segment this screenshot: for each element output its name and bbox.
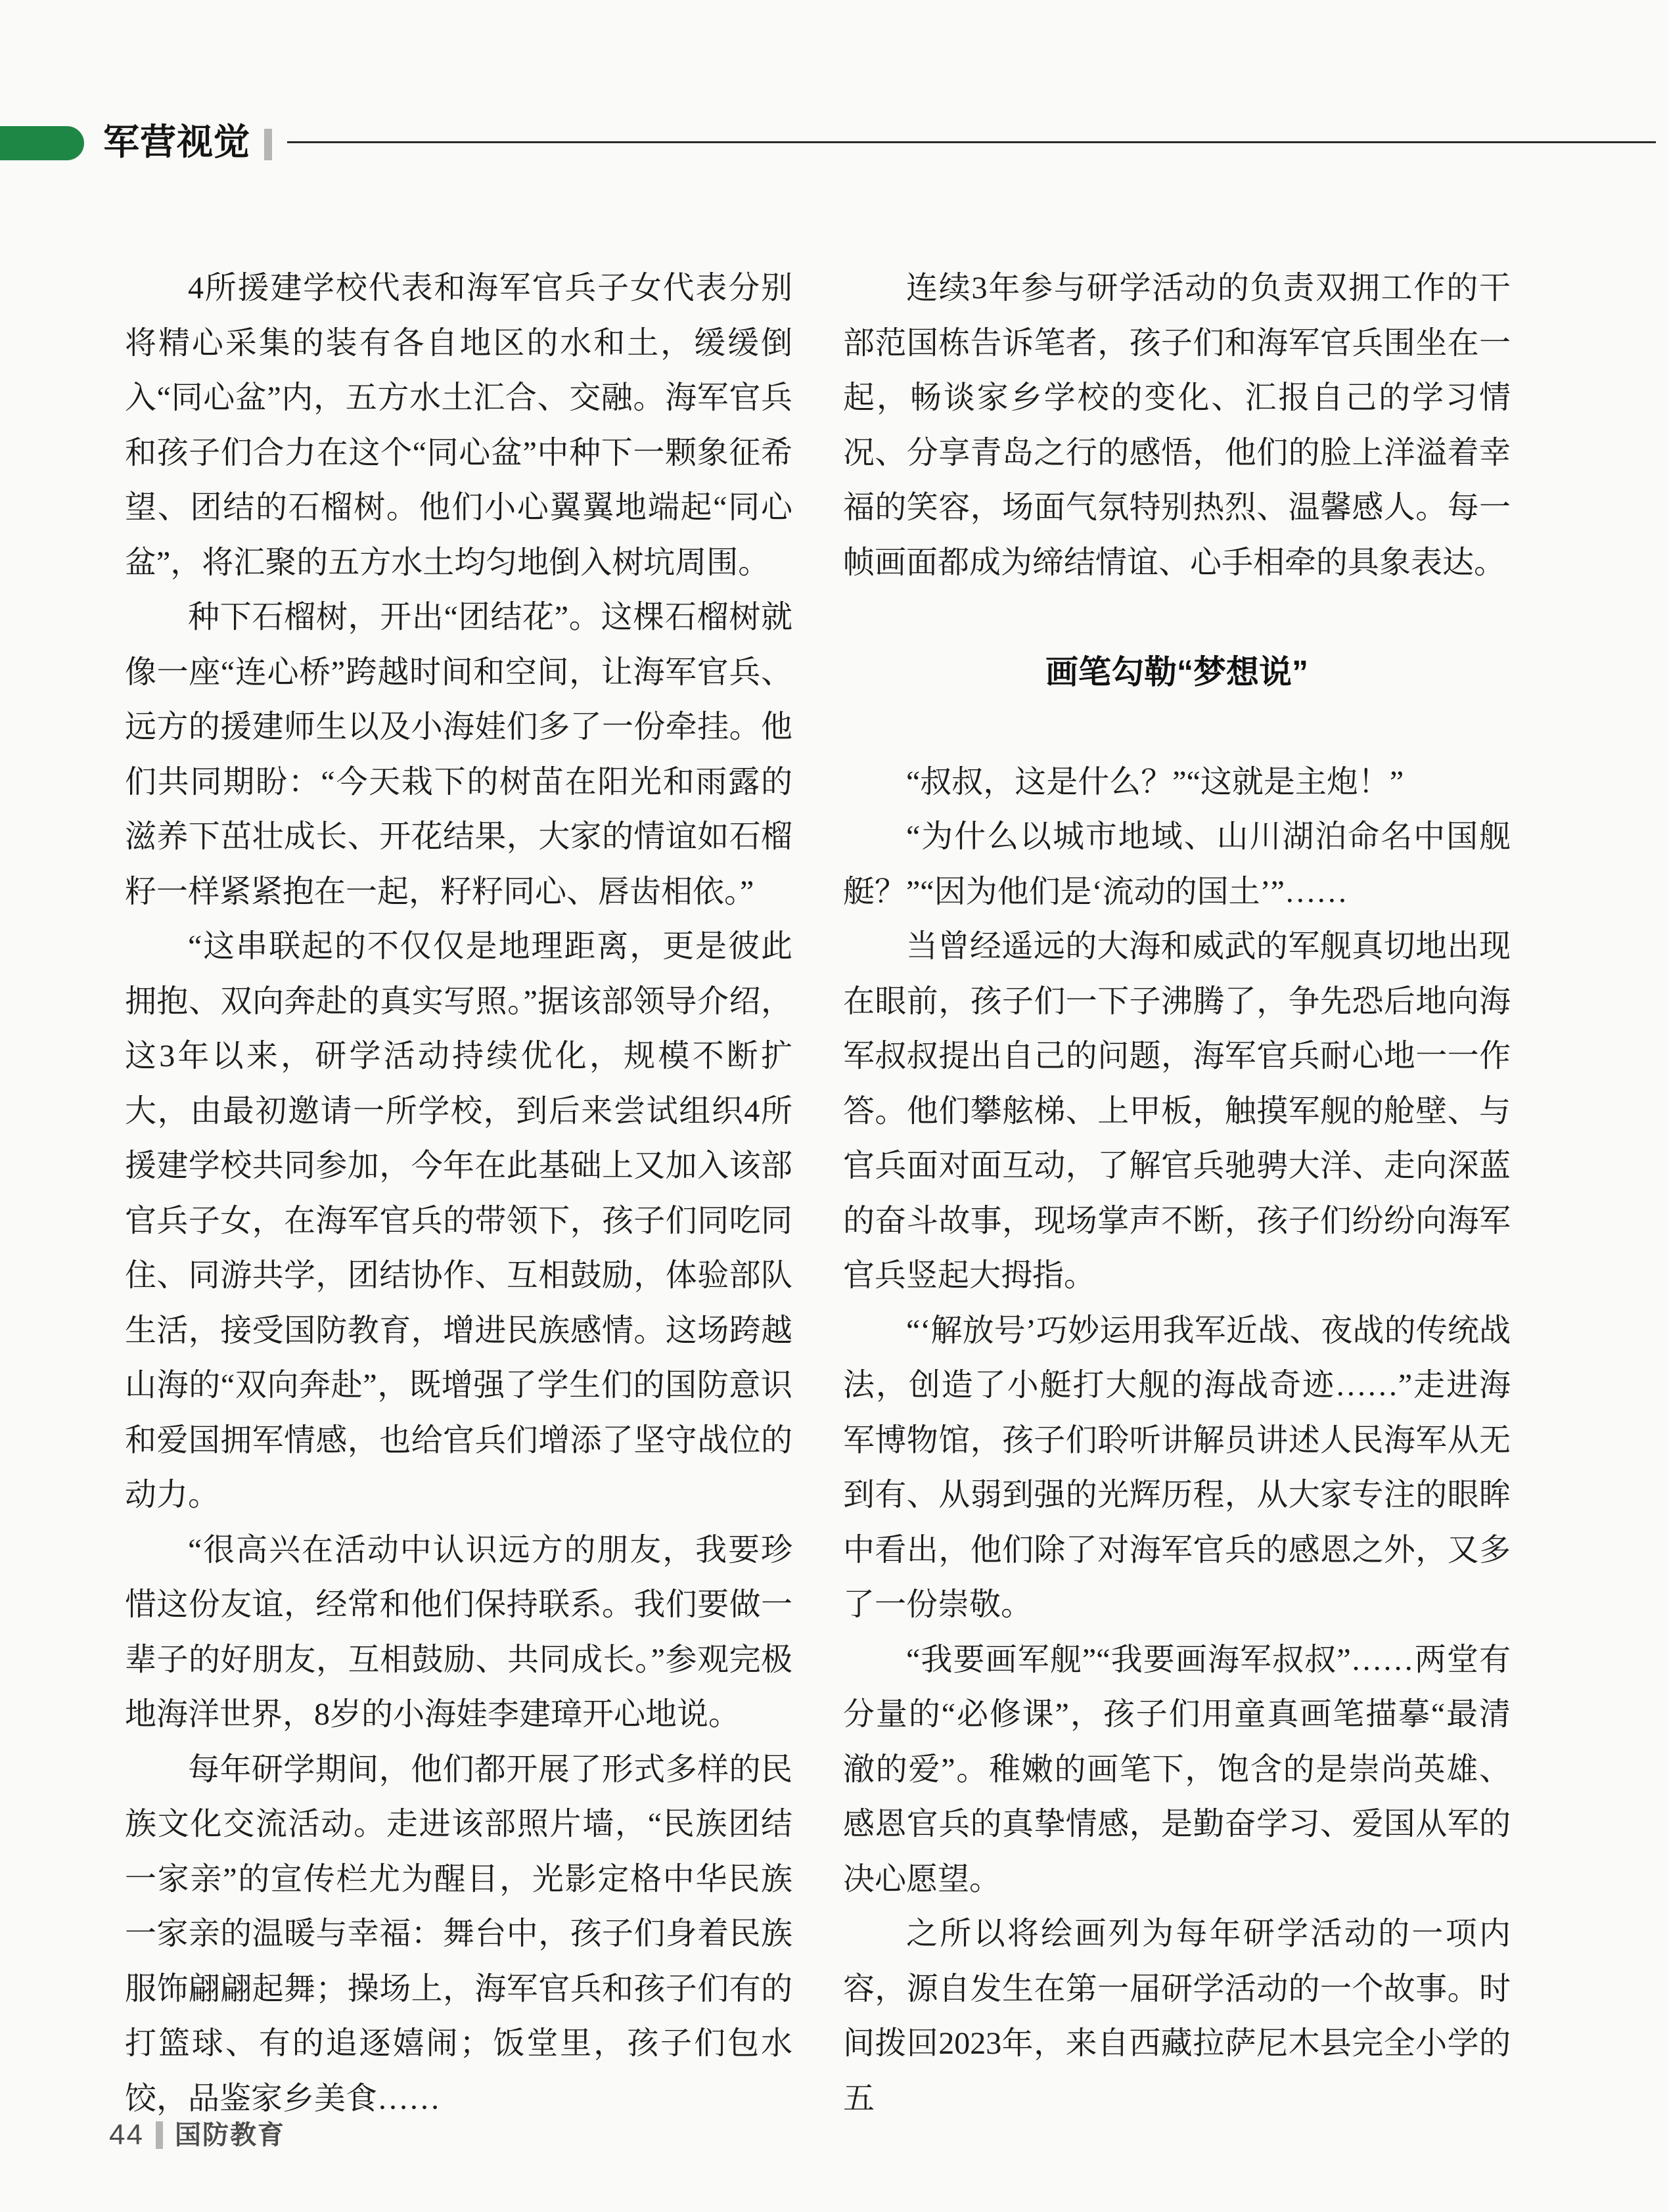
section-accent-pill <box>0 126 84 160</box>
section-subheading: 画笔勾勒“梦想说” <box>1045 653 1308 690</box>
section-label: 军营视觉 <box>103 122 251 162</box>
paragraph: “‘解放号’巧妙运用我军近战、夜战的传统战法，创造了小艇打大舰的海战奇迹……”走进海军博物馆，孩子们聆听讲解员讲述人民海军从无到有、从弱到强的光辉历程，从大家专注的眼眸中看出，他们除了对海军官兵的感恩之外，又多了一份崇敬。 <box>843 1313 1511 1622</box>
paragraph: “为什么以城市地域、山川湖泊命名中国舰艇？”“因为他们是‘流动的国土’”…… <box>843 819 1511 909</box>
paragraph: “叔叔，这是什么？”“这就是主炮！” <box>906 764 1404 800</box>
page-footer <box>109 2121 285 2150</box>
paragraph: “很高兴在活动中认识远方的朋友，我要珍惜这份友谊，经常和他们保持联系。我们要做一辈子的好朋友，互相鼓励、共同成长。”参观完极地海洋世界，8岁的小海娃李建璋开心地说。 <box>125 1532 792 1732</box>
footer-divider-bar <box>156 2121 163 2149</box>
magazine-title: 国防教育 <box>174 2121 285 2150</box>
paragraph: 当曾经遥远的大海和威武的军舰真切地出现在眼前，孩子们一下子沸腾了，争先恐后地向海军叔叔提出自己的问题，海军官兵耐心地一一作答。他们攀舷梯、上甲板，触摸军舰的舱壁、与官兵面对面互动，了解官兵驰骋大洋、走向深蓝的奋斗故事，现场掌声不断，孩子们纷纷向海军官兵竖起大拇指。 <box>843 929 1511 1293</box>
paragraph: 之所以将绘画列为每年研学活动的一项内容，源自发生在第一届研学活动的一个故事。时间拨回2023年，来自西藏拉萨尼木县完全小学的五 <box>843 1916 1511 2116</box>
masthead-divider-bar <box>264 129 272 160</box>
page-number: 44 <box>109 2119 144 2151</box>
paragraph: 种下石榴树，开出“团结花”。这棵石榴树就像一座“连心桥”跨越时间和空间，让海军官兵、远方的援建师生以及小海娃们多了一份牵挂。他们共同期盼：“今天栽下的树苗在阳光和雨露的滋养下茁壮成长、开花结果，大家的情谊如石榴籽一样紧紧抱在一起，籽籽同心、唇齿相依。” <box>125 600 792 909</box>
paragraph: 连续3年参与研学活动的负责双拥工作的干部范国栋告诉笔者，孩子们和海军官兵围坐在一起，畅谈家乡学校的变化、汇报自己的学习情况、分享青岛之行的感悟，他们的脸上洋溢着幸福的笑容，场面气氛特别热烈、温馨感人。每一帧画面都成为缔结情谊、心手相牵的具象表达。 <box>843 271 1511 580</box>
paragraph: “这串联起的不仅仅是地理距离，更是彼此拥抱、双向奔赴的真实写照。”据该部领导介绍，这3年以来，研学活动持续优化，规模不断扩大，由最初邀请一所学校，到后来尝试组织4所援建学校共同参加，今年在此基础上又加入该部官兵子女，在海军官兵的带领下，孩子们同吃同住、同游共学，团结协作、互相鼓励，体验部队生活，接受国防教育，增进民族感情。这场跨越山海的“双向奔赴”，既增强了学生们的国防意识和爱国拥军情感，也给官兵们增添了坚守战位的动力。 <box>125 929 792 1512</box>
paragraph: “我要画军舰”“我要画海军叔叔”……两堂有分量的“必修课”，孩子们用童真画笔描摹“最清澈的爱”。稚嫩的画笔下，饱含的是崇尚英雄、感恩官兵的真挚情感，是勤奋学习、爱国从军的决心愿望。 <box>843 1642 1511 1897</box>
masthead-rule-line <box>287 141 1656 143</box>
right-column <box>843 261 1511 2126</box>
paragraph: 每年研学期间，他们都开展了形式多样的民族文化交流活动。走进该部照片墙，“民族团结一家亲”的宣传栏尤为醒目，光影定格中华民族一家亲的温暖与幸福：舞台中，孩子们身着民族服饰翩翩起舞；操场上，海军官兵和孩子们有的打篮球、有的追逐嬉闹；饭堂里，孩子们包水饺，品鉴家乡美食…… <box>125 1751 792 2116</box>
left-column <box>125 261 792 2126</box>
paragraph: 4所援建学校代表和海军官兵子女代表分别将精心采集的装有各自地区的水和土，缓缓倒入“同心盆”内，五方水土汇合、交融。海军官兵和孩子们合力在这个“同心盆”中种下一颗象征希望、团结的石榴树。他们小心翼翼地端起“同心盆”，将汇聚的五方水土均匀地倒入树坑周围。 <box>125 271 792 580</box>
